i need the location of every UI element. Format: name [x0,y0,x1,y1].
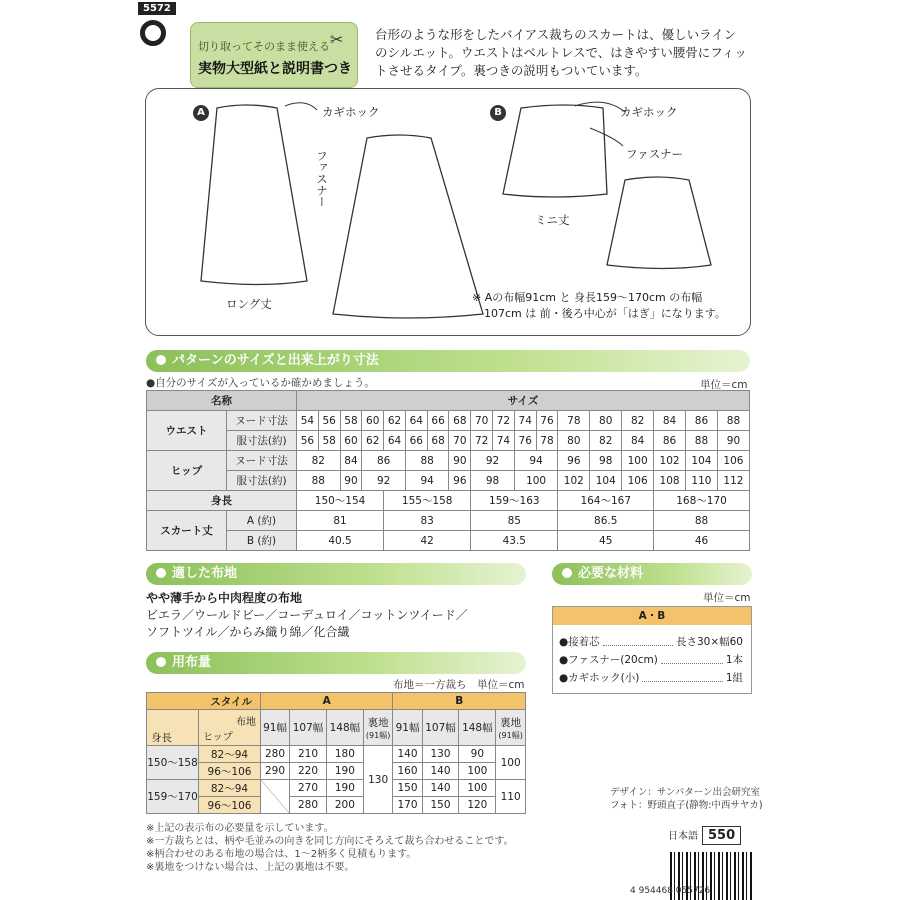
cell: 106 [622,471,654,491]
skirt-b-front [503,105,607,197]
cell: 58 [340,411,362,431]
cell: 62 [362,431,384,451]
cell: 96 [449,471,471,491]
yardage-unit: 布地＝一方裁ち 単位＝cm [393,679,525,691]
cell: 150 [393,780,422,797]
height-col-label: 身長 [147,710,199,746]
fabric-line: やや薄手から中肉程度の布地 [146,591,303,605]
cell: 120 [459,797,496,814]
cell: 76 [514,431,536,451]
cell: 290 [261,763,290,780]
materials-title-text: 必要な材料 [578,566,644,581]
cell: 200 [326,797,363,814]
tag-line-1: 切り取ってそのまま使える [198,40,330,53]
product-number: 5572 [138,2,176,15]
intro-line: 台形のような形をしたバイアス裁ちのスカートは、優しいライン [375,27,737,42]
cell: 88 [717,411,749,431]
skirt-a-front [201,105,307,285]
cell: 76 [536,411,558,431]
cell: 168～170 [654,491,750,511]
tag-line-2: 実物大型紙と説明書つき [198,61,352,77]
waist-garment-row [147,431,750,451]
not-applicable-cell [261,780,290,814]
cell: 94 [405,471,449,491]
cell: 68 [449,411,471,431]
hip-nude-row [147,451,750,471]
cell: 100 [622,451,654,471]
cell: 80 [590,411,622,431]
cell: 68 [427,431,449,451]
intro-text [375,26,765,80]
cell: 80 [558,431,590,451]
cell: 46 [654,531,750,551]
width-header: 91幅 [393,710,422,746]
cell: 90 [449,451,471,471]
width-header: 148幅 [459,710,496,746]
cell: 92 [471,451,515,471]
lining-header [363,710,393,746]
fabric-line: ソフトツイル／からみ織り綿／化合繊 [146,625,350,639]
material-name: ●ファスナー(20cm) [559,654,658,666]
cell: 85 [471,511,558,531]
materials-section-bar [552,563,752,585]
garment-label: 服寸法(約) [227,431,297,451]
cell: 40.5 [297,531,384,551]
material-item [553,669,751,687]
cell: 82 [297,451,341,471]
cell: 98 [471,471,515,491]
yardage-row [147,763,526,780]
cell: 60 [340,431,362,451]
a-row-label: A (約) [227,511,297,531]
size-unit: 単位＝cm [700,379,748,391]
yardage-section-title [146,652,526,674]
cell: 88 [405,451,449,471]
cell: 140 [422,763,459,780]
cell: 104 [686,451,718,471]
photo-credit: フォト：野頭直子(静物:中西サヤカ) [610,800,763,811]
width-header: 148幅 [326,710,363,746]
cell: 280 [261,746,290,763]
bullet-icon [562,568,572,578]
material-qty: 1組 [725,672,743,684]
footnote: ※上記の表示布の必要量を示しています。 [146,823,334,834]
cell: 160 [393,763,422,780]
cell: 86.5 [558,511,654,531]
cell: 90 [340,471,362,491]
b-row-label: B (約) [227,531,297,551]
long-length-label: ロング丈 [226,297,272,311]
cell: 102 [558,471,590,491]
cell: 190 [326,780,363,797]
fabric-hip-label [199,710,261,746]
cell: 100 [496,746,526,780]
cell: 82 [622,411,654,431]
cell: 170 [393,797,422,814]
cell: 64 [384,431,406,451]
intro-line: トさせるタイプ。裏つきの説明もついています。 [375,63,648,78]
cell: 70 [471,411,493,431]
cell: 92 [362,471,406,491]
skirt-a-row [147,511,750,531]
yardage-title-text: 用布量 [172,655,212,670]
brand-logo-icon [140,20,166,46]
nude-label: ヌード寸法 [227,411,297,431]
height-range: 150～158 [147,746,199,780]
cell: 72 [471,431,493,451]
hip-label: ヒップ [147,451,227,491]
cell: 42 [384,531,471,551]
style-a-label: A [193,105,209,121]
cell: 210 [290,746,327,763]
col-a-label: A [261,693,393,710]
width-header: 107幅 [290,710,327,746]
cell: 88 [654,511,750,531]
fabric-title-text: 適した布地 [172,566,238,581]
cell: 130 [363,746,393,814]
hip-range: 96～106 [199,797,261,814]
waist-label: ウエスト [147,411,227,451]
garment-label: 服寸法(約) [227,471,297,491]
cell: 180 [326,746,363,763]
cell: 78 [536,431,558,451]
cell: 98 [590,451,622,471]
width-header: 107幅 [422,710,459,746]
cell: 64 [405,411,427,431]
cell: 90 [459,746,496,763]
cell: 88 [297,471,341,491]
callout-zipper-a: ファスナー [315,150,329,208]
cell: 94 [514,451,558,471]
size-section-title [146,350,750,372]
material-item [553,651,751,669]
cell: 150～154 [297,491,384,511]
callout-hook-b: カギホック [620,105,678,119]
material-name: ●接着芯 [559,636,600,648]
cell: 86 [686,411,718,431]
fabric-section-title [146,563,526,585]
cell: 66 [405,431,427,451]
materials-section-title [552,563,752,585]
size-check-note: ●自分のサイズが入っているか確かめましょう。 [146,377,375,389]
cell: 90 [717,431,749,451]
header-size: サイズ [297,391,750,411]
materials-unit: 単位＝cm [703,592,751,604]
cell: 110 [686,471,718,491]
size-title-text: パターンのサイズと出来上がり寸法 [172,353,379,368]
size-section-bar [146,350,750,372]
cell: 60 [362,411,384,431]
cell: 74 [514,411,536,431]
credits [610,786,763,812]
yardage-row [147,780,526,797]
yardage-table [146,692,526,814]
cell: 220 [290,763,327,780]
hip-garment-row [147,471,750,491]
cell: 86 [362,451,406,471]
note-line: 107cm は 前・後ろ中心が「はぎ」になります。 [484,307,726,320]
fabric-description [146,590,468,641]
col-b-label: B [393,693,526,710]
lining-sub-text: (91幅) [498,730,523,740]
cell: 74 [493,431,515,451]
callout-hook-a: カギホック [322,105,380,119]
material-qty: 1本 [725,654,743,666]
price-label: 日本語 [668,831,698,842]
hip-range: 82～94 [199,780,261,797]
footnotes [146,822,666,874]
footnote: ※柄合わせのある布地の場合は、1～2柄多く見積もります。 [146,849,417,860]
price [668,826,741,845]
cell: 150 [422,797,459,814]
fabric-width-note [472,290,732,322]
lining-text: 裏地 [500,716,522,729]
scissors-icon: ✂ [330,30,344,49]
cell: 56 [318,411,340,431]
cell: 110 [496,780,526,814]
cell: 58 [318,431,340,451]
cell: 66 [427,411,449,431]
skirt-b-row [147,531,750,551]
cell: 270 [290,780,327,797]
style-b-label: B [490,105,506,121]
skirt-a-back [333,135,483,318]
style-label: スタイル [147,693,261,710]
cell: 100 [514,471,558,491]
fabric-section-bar [146,563,526,585]
cell: 108 [654,471,686,491]
nude-label: ヌード寸法 [227,451,297,471]
cell: 100 [459,763,496,780]
yardage-row [147,797,526,814]
callout-zipper-b: ファスナー [626,147,684,161]
width-header: 91幅 [261,710,290,746]
material-qty: 長さ30×幅60 [675,636,743,648]
yardage-row [147,746,526,763]
cell: 84 [340,451,362,471]
material-item [553,633,751,651]
size-table [146,390,750,551]
cell: 83 [384,511,471,531]
cell: 112 [717,471,749,491]
cell: 104 [590,471,622,491]
bullet-icon [156,568,166,578]
lining-sub-text: (91幅) [365,730,391,740]
skirt-b-back [607,177,711,269]
barcode-number: 4 954468 055726 [630,886,711,896]
cell: 130 [422,746,459,763]
cell: 190 [326,763,363,780]
cell: 54 [297,411,319,431]
cell: 155～158 [384,491,471,511]
cell: 45 [558,531,654,551]
cell: 82 [590,431,622,451]
footnote: ※裏地をつけない場合は、上記の裏地は不要。 [146,862,355,873]
materials-head: A・B [553,607,751,625]
cell: 56 [297,431,319,451]
lining-header [496,710,526,746]
height-range: 159～170 [147,780,199,814]
bullet-icon [156,355,166,365]
cell: 70 [449,431,471,451]
cell: 86 [654,431,686,451]
hip-label-text: ヒップ [203,731,233,743]
cell: 62 [384,411,406,431]
cell: 140 [422,780,459,797]
hip-range: 96～106 [199,763,261,780]
hip-range: 82～94 [199,746,261,763]
cell: 84 [654,411,686,431]
lining-text: 裏地 [367,716,389,729]
cell: 106 [717,451,749,471]
cell: 102 [654,451,686,471]
material-name: ●カギホック(小) [559,672,640,684]
cell: 280 [290,797,327,814]
cell: 81 [297,511,384,531]
cell: 78 [558,411,590,431]
skirt-length-label: スカート丈 [147,511,227,551]
cell: 159～163 [471,491,558,511]
cell: 100 [459,780,496,797]
intro-line: のシルエット。ウエストはベルトレスで、はきやすい腰骨にフィッ [375,45,747,60]
price-value: 550 [702,826,741,845]
design-credit: デザイン：サンパターン出会研究室 [610,787,761,798]
cell: 72 [493,411,515,431]
footnote: ※一方裁ちとは、柄や毛並みの向きを同じ方向にそろえて裁ち合わせることです。 [146,836,514,847]
mini-length-label: ミニ丈 [535,213,570,227]
waist-nude-row [147,411,750,431]
yardage-section-bar [146,652,526,674]
cell: 88 [686,431,718,451]
height-label: 身長 [147,491,297,511]
height-row [147,491,750,511]
cell: 140 [393,746,422,763]
bullet-icon [156,657,166,667]
fabric-label-text: 布地 [236,716,256,728]
cell: 84 [622,431,654,451]
cell: 43.5 [471,531,558,551]
cell: 164～167 [558,491,654,511]
note-line: ※ Aの布幅91cm と 身長159～170cm の布幅 [472,291,703,304]
fabric-line: ビエラ／ウールドビー／コーデュロイ／コットンツイード／ [146,608,468,622]
cell: 96 [558,451,590,471]
materials-table [552,606,752,694]
header-name: 名称 [147,391,297,411]
